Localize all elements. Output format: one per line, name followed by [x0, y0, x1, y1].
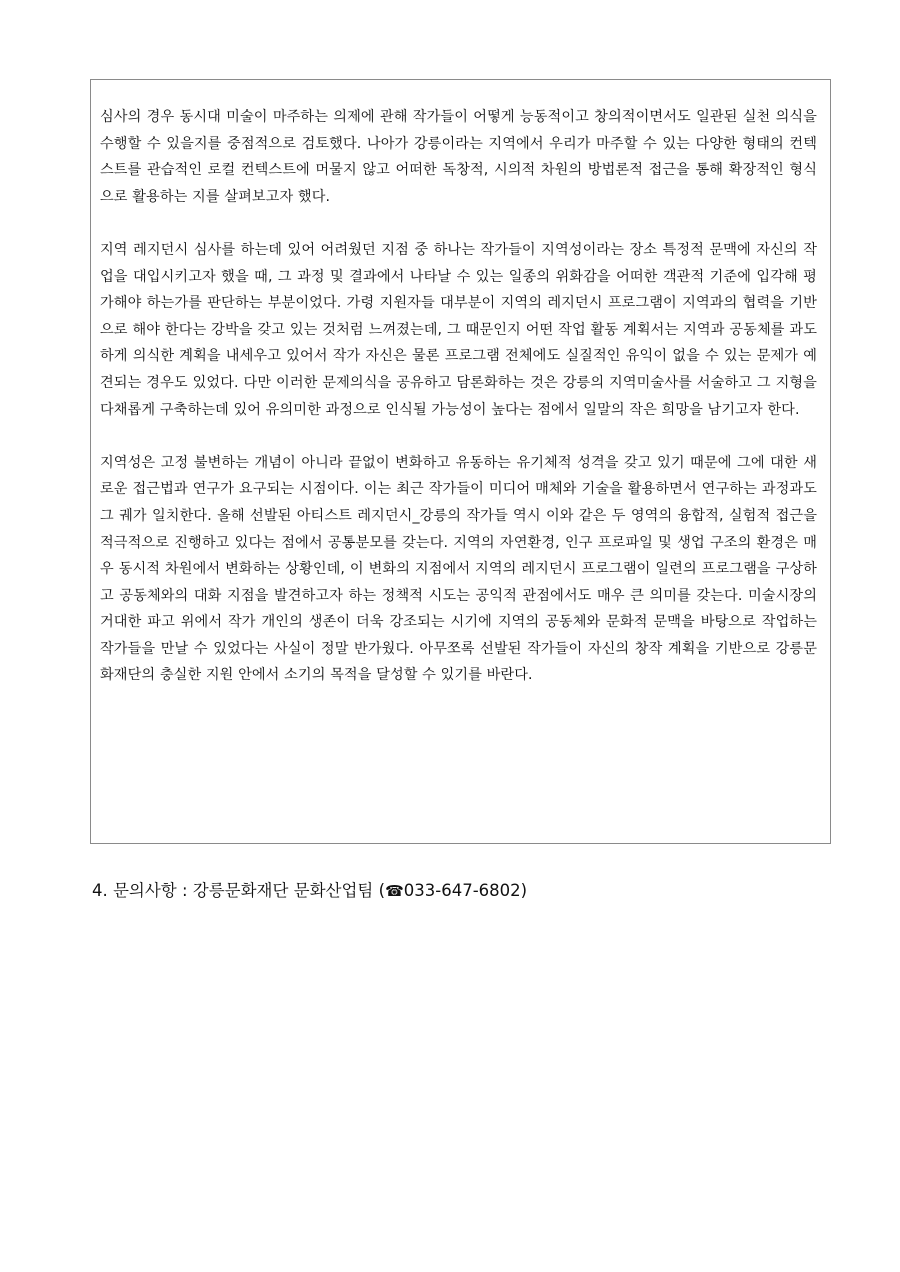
- review-paragraph-2: 지역 레지던시 심사를 하는데 있어 어려웠던 지점 중 하나는 작가들이 지역성이라는 장소 특정적 문맥에 자신의 작업을 대입시키고자 했을 때, 그 과정 및 결과에서 나타날 수 있는 일종의 위화감을 어떠한 객관적 기준에 입각해 평가해야 하는가를 판단하는 부분이었다. 가령 지원자들 대부분이 지역의 레지던시 프로그램이 지역과의 협력을 기반으로 해야 한다는 강박을 갖고 있는 것처럼 느껴졌는데, 그 때문인지 어떤 작업 활동 계획서는 지역과 공동체를 과도하게 의식한 계획을 내세우고 있어서 작가 자신은 물론 프로그램 전체에도 실질적인 유익이 없을 수 있는 문제가 예견되는 경우도 있었다. 다만 이러한 문제의식을 공유하고 담론화하는 것은 강릉의 지역미술사를 서술하고 그 지형을 다채롭게 구축하는데 있어 유의미한 과정으로 인식될 가능성이 높다는 점에서 일말의 작은 희망을 남기고자 한다.: [100, 241, 817, 418]
- review-paragraph-3: 지역성은 고정 불변하는 개념이 아니라 끝없이 변화하고 유동하는 유기체적 성격을 갖고 있기 때문에 그에 대한 새로운 접근법과 연구가 요구되는 시점이다. 이는 최근 작가들이 미디어 매체와 기술을 활용하면서 연구하는 과정과도 그 궤가 일치한다. 올해 선발된 아티스트 레지던시_강릉의 작가들 역시 이와 같은 두 영역의 융합적, 실험적 접근을 적극적으로 진행하고 있다는 점에서 공통분모를 갖는다. 지역의 자연환경, 인구 프로파일 및 생업 구조의 환경은 매우 동시적 차원에서 변화하는 상황인데, 이 변화의 지점에서 지역의 레지던시 프로그램이 일련의 프로그램을 구상하고 공동체와의 대화 지점을 발견하고자 하는 정책적 시도는 공익적 관점에서도 매우 큰 의미를 갖는다. 미술시장의 거대한 파고 위에서 작가 개인의 생존이 더욱 강조되는 시기에 지역의 공동체와 문화적 문맥을 바탕으로 작업하는 작가들을 만날 수 있었다는 사실이 정말 반가웠다. 아무쪼록 선발된 작가들이 자신의 창작 계획을 기반으로 강릉문화재단의 충실한 지원 안에서 소기의 목적을 달성할 수 있기를 바란다.: [100, 454, 817, 684]
- contact-close-paren: ): [520, 881, 528, 900]
- contact-label: 4. 문의사항 : 강릉문화재단 문화산업팀 (: [92, 881, 386, 900]
- review-paragraph-1: 심사의 경우 동시대 미술이 마주하는 의제에 관해 작가들이 어떻게 능동적이고 창의적이면서도 일관된 실천 의식을 수행할 수 있을지를 중점적으로 검토했다. 나아가 강릉이라는 지역에서 우리가 마주할 수 있는 다양한 형태의 컨텍스트를 관습적인 로컬 컨텍스트에 머물지 않고 어떠한 독창적, 시의적 차원의 방법론적 접근을 통해 확장적인 형식으로 활용하는 지를 살펴보고자 했다.: [100, 109, 817, 205]
- review-text-box: [90, 79, 831, 844]
- contact-phone: 033-647-6802: [403, 881, 521, 900]
- contact-info: [92, 878, 527, 904]
- telephone-icon: ☎: [385, 882, 404, 900]
